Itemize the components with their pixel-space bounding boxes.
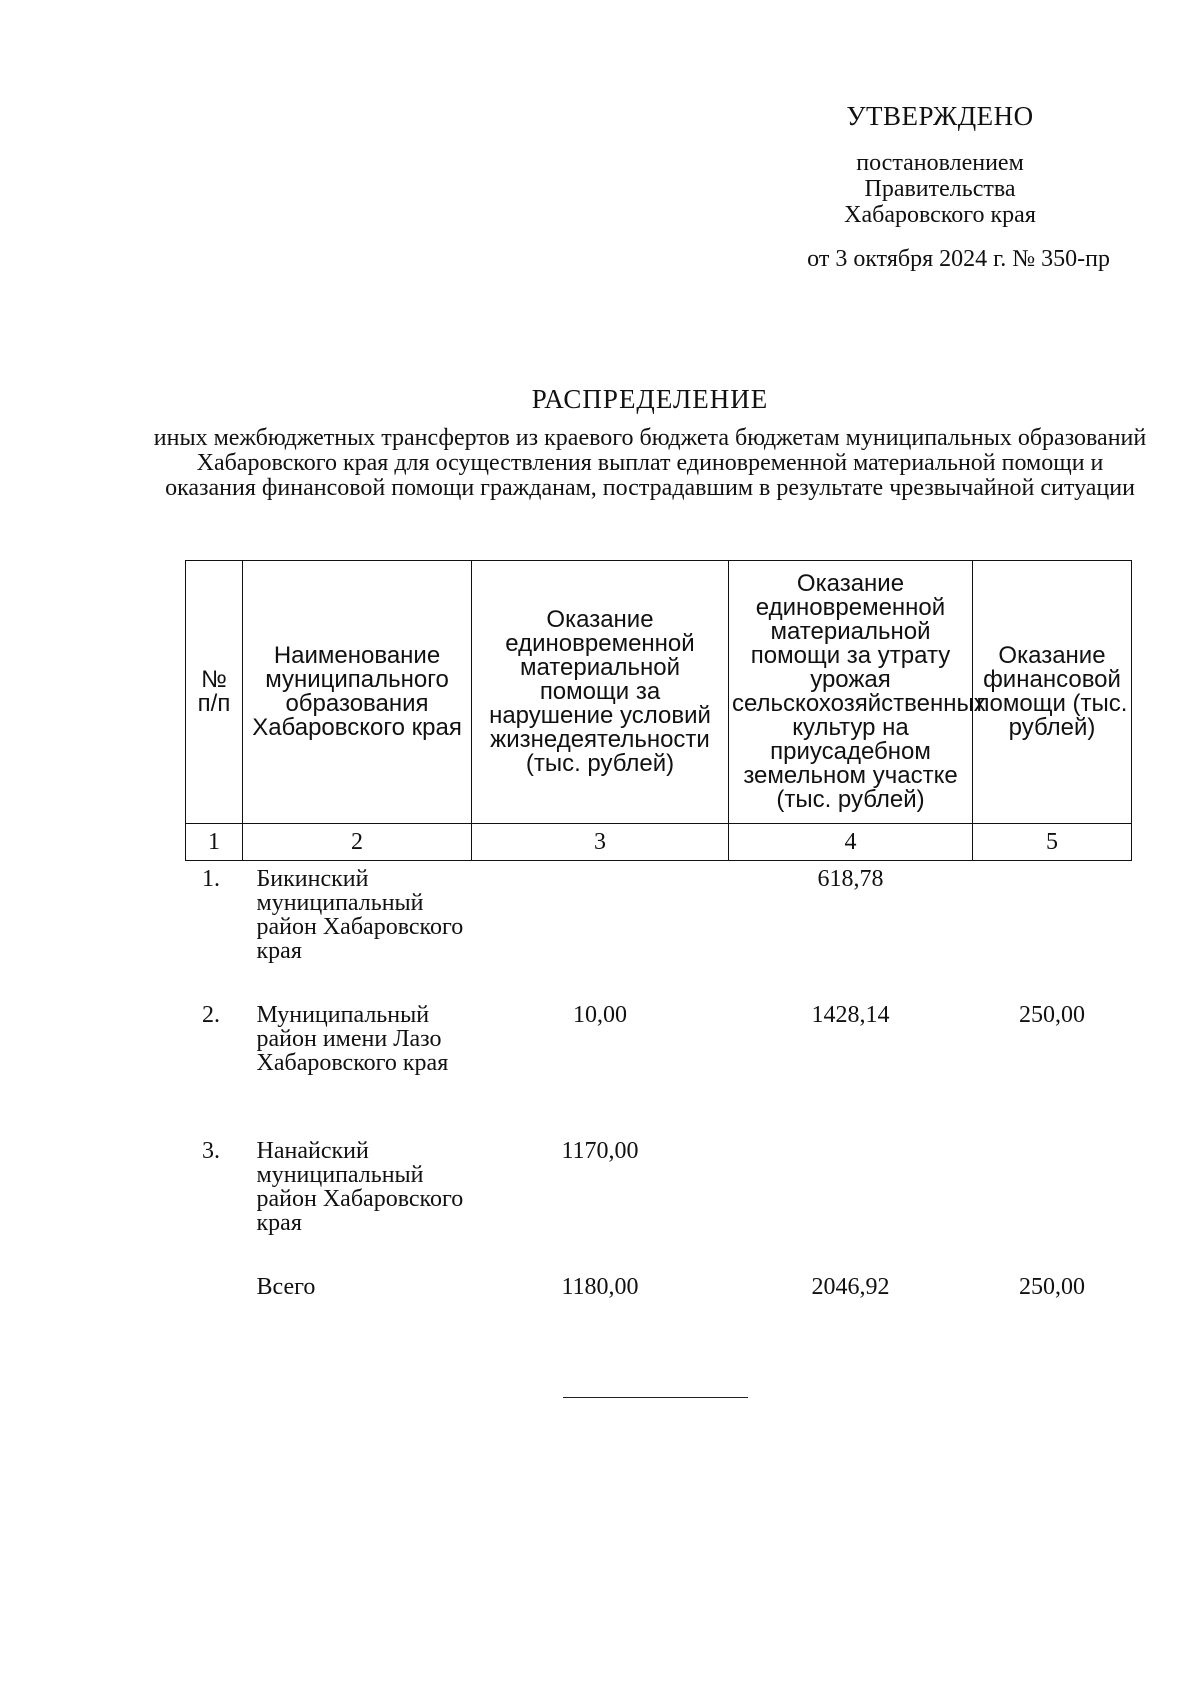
approved-heading: УТВЕРЖДЕНО xyxy=(846,101,1034,131)
header-living-conditions-aid: Оказание единовременной материальной помощи за нарушение условий жизнедеятельности (тыс. рублей) xyxy=(472,561,729,824)
total-empty-cell xyxy=(186,1269,243,1315)
header-number: № п/п xyxy=(186,561,243,824)
row-number: 1. xyxy=(202,866,220,892)
financial-aid-value: 250,00 xyxy=(1019,1002,1085,1028)
crop-loss-aid-value: 1428,14 xyxy=(811,1002,890,1028)
column-number: 5 xyxy=(973,824,1132,861)
financial-aid-value xyxy=(973,1133,1132,1269)
column-number: 3 xyxy=(472,824,729,861)
approval-line-3: Хабаровского края xyxy=(844,202,1036,228)
column-number-row xyxy=(186,824,1132,861)
living-conditions-aid-value: 1170,00 xyxy=(561,1138,639,1164)
total-label: Всего xyxy=(256,1274,316,1300)
row-number: 3. xyxy=(202,1138,220,1164)
total-financial-aid: 250,00 xyxy=(1019,1274,1085,1300)
living-conditions-aid-value xyxy=(472,861,729,998)
approval-stamp xyxy=(720,100,1120,274)
approval-line-1: постановлением xyxy=(856,150,1024,176)
municipality-name: Нанайский муниципальный район Хабаровского края xyxy=(256,1138,464,1236)
document-title: РАСПРЕДЕЛЕНИЕ xyxy=(531,384,769,414)
approval-line-2: Правительства xyxy=(864,176,1016,202)
financial-aid-value xyxy=(973,861,1132,998)
table-row xyxy=(186,997,1132,1133)
column-number: 2 xyxy=(243,824,472,861)
header-municipality: Наименование муниципального образования Хабаровского края xyxy=(243,561,472,824)
header-crop-loss-aid: Оказание единовременной материальной помощи за утрату урожая сельскохозяйственных культур на приусадебном земельном участке (тыс. рублей) xyxy=(729,561,973,824)
column-number: 1 xyxy=(186,824,243,861)
crop-loss-aid-value xyxy=(729,1133,973,1269)
crop-loss-aid-value: 618,78 xyxy=(817,866,884,892)
municipality-name: Бикинский муниципальный район Хабаровского края xyxy=(256,866,464,964)
living-conditions-aid-value: 10,00 xyxy=(573,1002,627,1028)
total-living-conditions-aid: 1180,00 xyxy=(561,1274,639,1300)
column-number: 4 xyxy=(729,824,973,861)
distribution-table xyxy=(185,560,1132,1315)
end-of-document-rule xyxy=(563,1397,748,1398)
row-number: 2. xyxy=(202,1002,220,1028)
decree-reference: от 3 октября 2024 г. № 350-пр xyxy=(807,246,1110,272)
table-header-row xyxy=(186,561,1132,824)
document-subtitle: иных межбюджетных трансфертов из краевого бюджета бюджетам муниципальных образований Хабаровского края для осуществления выплат единовременной материальной помощи и оказания финансовой помощи гражданам, пострадавшим в результате чрезвычайной ситуации xyxy=(153,425,1147,501)
table-row xyxy=(186,1133,1132,1269)
table-row xyxy=(186,861,1132,998)
header-financial-aid: Оказание финансовой помощи (тыс. рублей) xyxy=(973,561,1132,824)
total-row xyxy=(186,1269,1132,1315)
municipality-name: Муниципальный район имени Лазо Хабаровского края xyxy=(256,1002,449,1076)
total-crop-loss-aid: 2046,92 xyxy=(811,1274,890,1300)
